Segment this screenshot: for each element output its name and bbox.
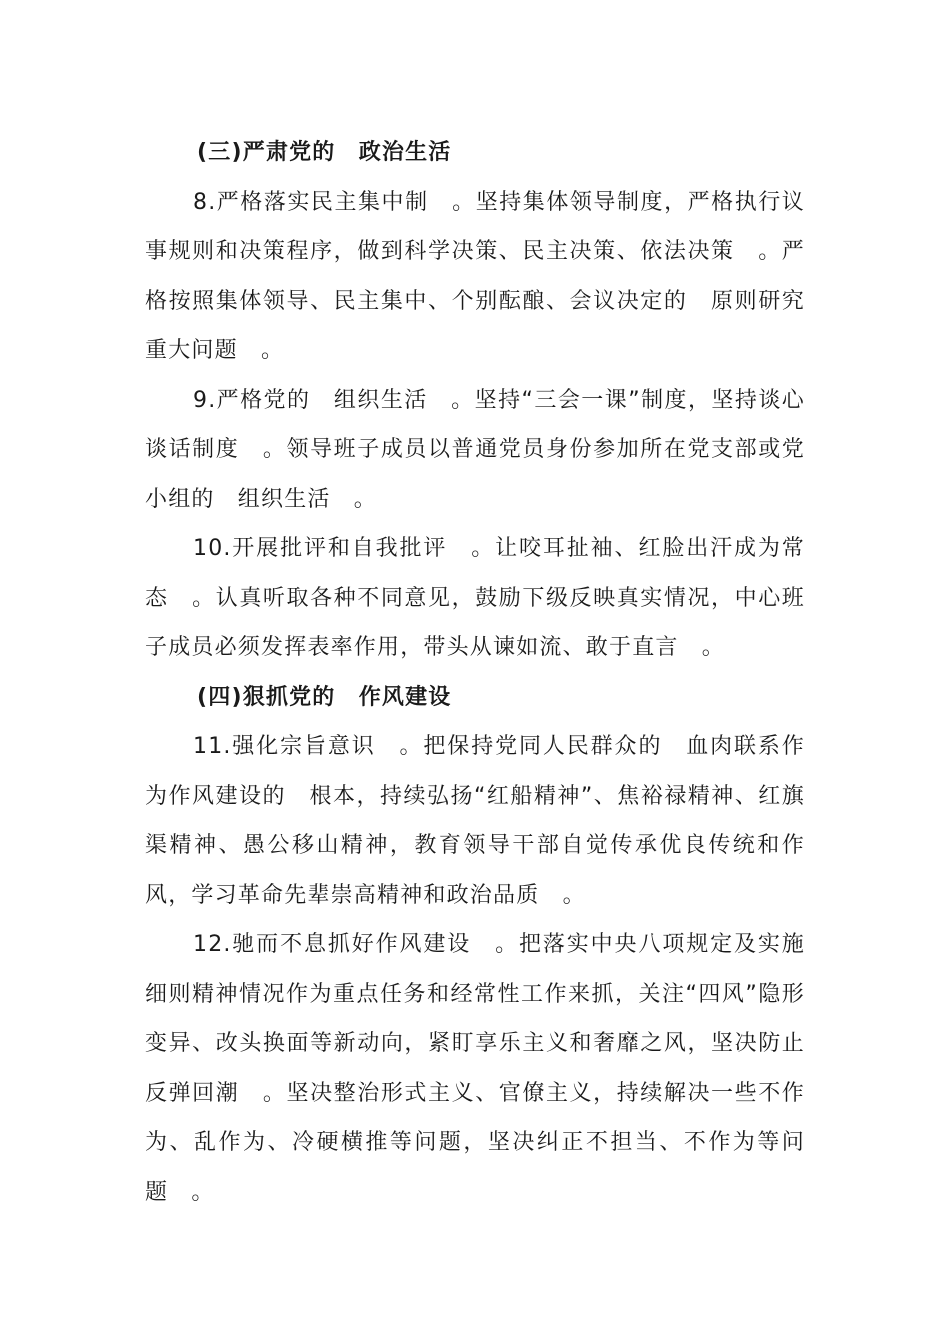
paragraph-item-8: 8.严格落实民主集中制 。坚持集体领导制度，严格执行议事规则和决策程序，做到科学决策、民主决策、依法决策 。严格按照集体领导、民主集中、个别酝酿、会议决定的 原则研究重大问题 。 [145, 189, 805, 363]
paragraph-item-11: 11.强化宗旨意识 。把保持党同人民群众的 血肉联系作为作风建设的 根本，持续弘扬“红船精神”、焦裕禄精神、红旗渠精神、愚公移山精神，教育领导干部自觉传承优良传统和作风，学习革命先辈崇高精神和政治品质 。 [145, 734, 805, 908]
section-heading-4: (四)狠抓党的 作风建设 [197, 684, 452, 710]
paragraph-item-10: 10.开展批评和自我批评 。让咬耳扯袖、红脸出汗成为常态 。认真听取各种不同意见，鼓励下级反映真实情况，中心班子成员必须发挥表率作用，带头从谏如流、敢于直言 。 [145, 536, 805, 660]
document-body [145, 128, 805, 1217]
section-heading-3: (三)严肃党的 政治生活 [197, 140, 452, 165]
paragraph-item-9: 9.严格党的 组织生活 。坚持“三会一课”制度，坚持谈心谈话制度 。领导班子成员以普通党员身份参加所在党支部或党小组的 组织生活 。 [145, 387, 805, 512]
paragraph-item-12: 12.驰而不息抓好作风建设 。把落实中央八项规定及实施细则精神情况作为重点任务和经常性工作来抓，关注“四风”隐形变异、改头换面等新动向，紧盯享乐主义和奢靡之风，坚决防止反弹回潮 。坚决整治形式主义、官僚主义，持续解决一些不作为、乱作为、冷硬横推等问题，坚决纠正不担当、不作为等问题 。 [145, 932, 805, 1205]
